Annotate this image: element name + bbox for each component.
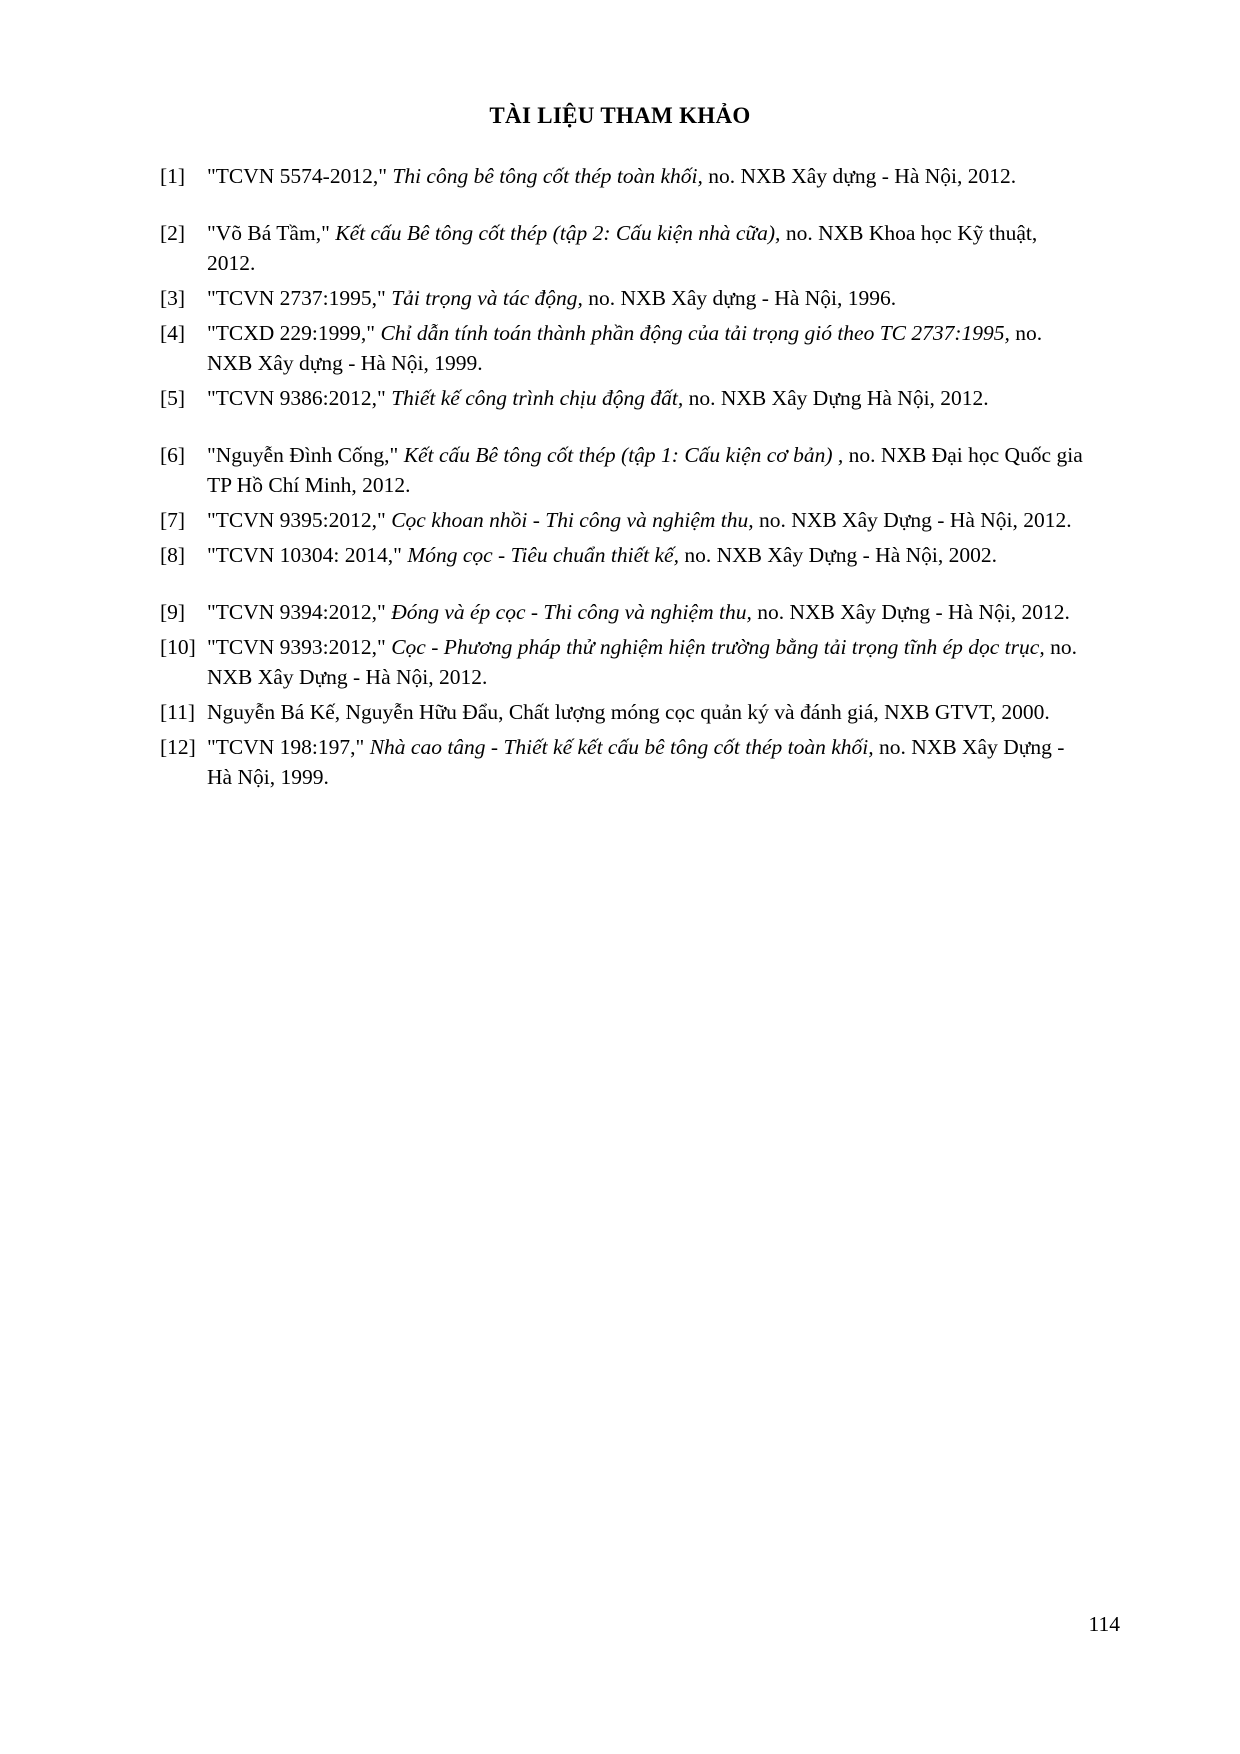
reference-plain-text: no. NXB Đại học Quốc gia TP Hồ Chí Minh, 2012. [207, 443, 1083, 497]
reference-plain-text: "Võ Bá Tầm," [207, 221, 336, 245]
reference-plain-text: no. NXB Xây Dựng Hà Nội, 2012. [683, 386, 989, 410]
reference-plain-text: "TCVN 198:197," [207, 735, 370, 759]
reference-title-italic: Tải trọng và tác động, [391, 286, 583, 310]
reference-text [207, 218, 1090, 278]
reference-plain-text: "TCVN 9395:2012," [207, 508, 392, 532]
reference-title-italic: Nhà cao tâng - Thiết kế kết cấu bê tông cốt thép toàn khối, [369, 735, 874, 759]
reference-plain-text: no. NXB Khoa học Kỹ thuật, 2012. [207, 221, 1038, 275]
reference-plain-text: no. NXB Xây dựng - Hà Nội, 2012. [702, 164, 1017, 188]
reference-text [207, 505, 1090, 535]
reference-plain-text: no. NXB Xây Dựng - Hà Nội, 1999. [207, 735, 1065, 789]
reference-number: [11] [160, 700, 196, 724]
reference-plain-text: "TCVN 9386:2012," [207, 386, 392, 410]
reference-title-italic: Kết cấu Bê tông cốt thép (tập 2: Cấu kiện nhà cữa), [335, 221, 781, 245]
reference-text [207, 383, 1090, 413]
reference-item [160, 318, 1090, 378]
reference-text [207, 597, 1090, 627]
reference-plain-text: Nguyễn Bá Kế, Nguyễn Hữu Đẩu, Chất lượng móng cọc quản ký và đánh giá, NXB GTVT, 2000. [207, 700, 1050, 724]
reference-item [160, 597, 1090, 627]
reference-plain-text: no. NXB Xây Dựng - Hà Nội, 2012. [207, 635, 1077, 689]
reference-plain-text: no. NXB Xây Dựng - Hà Nội, 2012. [751, 600, 1070, 624]
reference-number: [2] [160, 221, 186, 245]
page-title: TÀI LIỆU THAM KHẢO [489, 103, 751, 128]
reference-number: [5] [160, 386, 186, 410]
reference-title-italic: Đóng và ép cọc - Thi công và nghiệm thu, [391, 600, 752, 624]
reference-plain-text: no. NXB Xây Dựng - Hà Nội, 2012. [753, 508, 1072, 532]
reference-item [160, 697, 1090, 727]
reference-item [160, 732, 1090, 792]
reference-plain-text: no. NXB Xây dựng - Hà Nội, 1996. [582, 286, 897, 310]
reference-title-italic: Móng cọc - Tiêu chuẩn thiết kế, [407, 543, 679, 567]
page-number: 114 [1088, 1612, 1120, 1636]
reference-item [160, 540, 1090, 570]
reference-plain-text: no. NXB Xây dựng - Hà Nội, 1999. [207, 321, 1043, 375]
reference-number: [10] [160, 635, 196, 659]
reference-plain-text: "TCVN 10304: 2014," [207, 543, 408, 567]
reference-title-italic: Cọc - Phương pháp thử nghiệm hiện trường bằng tải trọng tĩnh ép dọc trục, [391, 635, 1045, 659]
reference-number: [12] [160, 735, 196, 759]
reference-item [160, 440, 1090, 500]
reference-plain-text: "Nguyễn Đình Cống," [207, 443, 404, 467]
reference-text [207, 440, 1090, 500]
reference-title-italic: Kết cấu Bê tông cốt thép (tập 1: Cấu kiện cơ bản) , [403, 443, 844, 467]
reference-item [160, 161, 1090, 191]
reference-number: [6] [160, 443, 186, 467]
reference-item [160, 632, 1090, 692]
reference-item [160, 218, 1090, 278]
reference-number: [7] [160, 508, 186, 532]
reference-text [207, 697, 1090, 727]
reference-plain-text: "TCVN 9394:2012," [207, 600, 392, 624]
reference-text [207, 632, 1090, 692]
reference-number: [4] [160, 321, 186, 345]
reference-plain-text: "TCXD 229:1999," [207, 321, 381, 345]
reference-list [160, 161, 1090, 797]
reference-item [160, 383, 1090, 413]
reference-number: [9] [160, 600, 186, 624]
reference-text [207, 732, 1090, 792]
reference-number: [1] [160, 164, 186, 188]
reference-plain-text: "TCVN 2737:1995," [207, 286, 392, 310]
reference-title-italic: Thiết kế công trình chịu động đất, [391, 386, 684, 410]
reference-text [207, 318, 1090, 378]
reference-number: [8] [160, 543, 186, 567]
reference-plain-text: "TCVN 5574-2012," [207, 164, 393, 188]
reference-item [160, 505, 1090, 535]
reference-title-italic: Thi công bê tông cốt thép toàn khối, [392, 164, 703, 188]
reference-text [207, 283, 1090, 313]
reference-text [207, 161, 1090, 191]
reference-number: [3] [160, 286, 186, 310]
reference-title-italic: Cọc khoan nhồi - Thi công và nghiệm thu, [391, 508, 754, 532]
reference-title-italic: Chỉ dẫn tính toán thành phần động của tải trọng gió theo TC 2737:1995, [380, 321, 1010, 345]
reference-item [160, 283, 1090, 313]
reference-plain-text: no. NXB Xây Dựng - Hà Nội, 2002. [678, 543, 997, 567]
reference-text [207, 540, 1090, 570]
reference-plain-text: "TCVN 9393:2012," [207, 635, 392, 659]
